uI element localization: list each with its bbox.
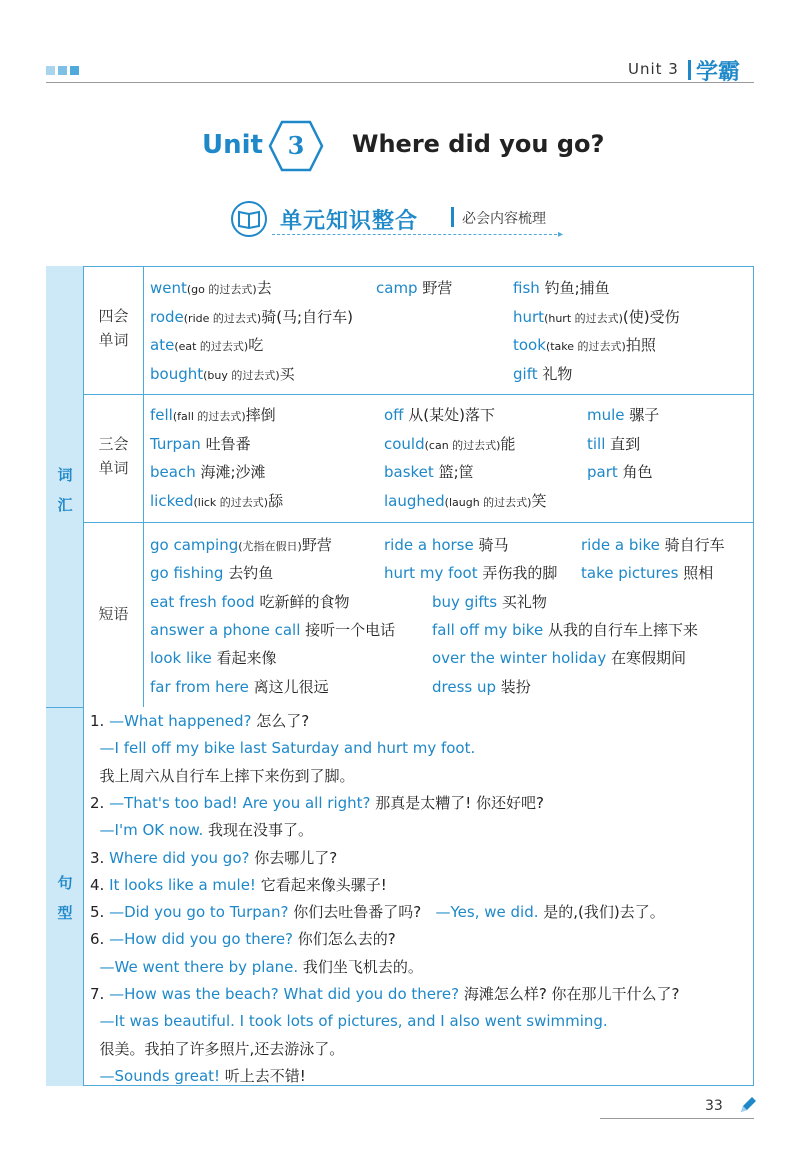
sentence-line [90,984,680,1004]
vocab-entry [587,405,659,425]
english-sentence: —Yes, we did. [435,903,539,922]
grammar-note: (hurt 的过去式) [544,311,623,325]
english-term: over the winter holiday [432,649,607,668]
english-term: dress up [432,677,497,696]
category-four-skill [84,266,144,394]
english-term: till [587,434,606,453]
vocab-entry [384,563,557,583]
chinese-meaning: 能 [500,434,516,453]
vocab-entry [432,592,547,612]
sentence-line [90,875,387,895]
item-number: 7. [90,985,110,1003]
chinese-meaning: 吃 [248,336,264,354]
english-term: fall off my bike [432,620,544,639]
grammar-note: (take 的过去式) [545,340,626,353]
sentence-line [90,766,355,786]
english-term: gift [513,364,538,383]
chinese-meaning: 篮;筐 [438,463,474,481]
chinese-meaning: 舔 [268,491,284,510]
chinese-meaning: 看起来像 [216,649,277,668]
english-term: hurt my foot [384,564,478,583]
chinese-meaning: 笑 [531,491,547,510]
chinese-meaning: 去钓鱼 [228,564,274,583]
vocab-entry [150,434,251,454]
category-phrases-label: 短语 [98,605,129,623]
grammar-note: (go 的过去式) [186,283,257,296]
vocab-entry [432,648,686,668]
english-sentence: —We went there by plane. [90,957,299,976]
grammar-note: (buy 的过去式) [203,368,280,382]
header-decoration [46,66,79,75]
row-divider [84,522,754,523]
grammar-note: (eat 的过去式) [174,340,249,353]
english-term: bought [150,364,204,383]
header-rule [46,82,754,83]
chinese-meaning: 吐鲁番 [205,434,251,453]
sentence-line [90,1066,306,1086]
vocab-side-label-2: 汇 [57,496,73,514]
category-four-line2: 单词 [98,331,129,349]
category-three-line1: 三会 [98,435,129,453]
chinese-translation: 它看起来像头骡子! [255,875,387,894]
category-phrases [84,522,144,707]
grammar-note: (lick 的过去式) [193,495,269,509]
item-number: 5. [90,903,110,922]
vocab-entry [432,620,698,640]
vocab-entry [150,364,295,386]
english-term: ride a horse [384,536,474,554]
english-term: went [150,279,187,297]
section-title: 单元知识整合 [280,209,419,234]
vocab-entry [150,535,332,557]
brand-logo: 学霸 [696,60,741,85]
vocab-entry [513,335,656,357]
english-term: look like [150,649,212,668]
chinese-meaning: 骑自行车 [664,536,725,554]
english-term: laughed [384,491,445,510]
english-term: took [513,336,546,354]
english-sentence: —What happened? [109,712,252,730]
chinese-meaning: 离这儿很远 [253,677,329,696]
book-icon [230,200,268,238]
page-number: 33 [705,1098,723,1114]
vocab-entry [150,307,353,329]
chinese-meaning: 角色 [622,463,653,481]
vocab-entry [150,620,395,640]
english-term: off [384,406,404,424]
chinese-meaning: 骑马 [478,536,509,554]
vocab-entry [432,677,531,697]
english-term: ride a bike [581,536,660,554]
chinese-meaning: 从我的自行车上摔下来 [547,620,698,639]
grammar-note: (fall 的过去式) [172,410,246,423]
chinese-meaning: 在寒假期间 [610,649,686,668]
english-sentence: —How did you go there? [109,930,294,949]
chinese-meaning: 买礼物 [501,592,547,611]
vocab-entry [150,677,329,697]
vocab-entry [150,405,276,427]
grammar-note: (ride 的过去式) [183,311,262,325]
header-divider [688,60,691,80]
footer-rule [600,1118,754,1119]
vocab-entry [150,335,263,357]
english-sentence: —That's too bad! Are you all right? [109,793,371,812]
chinese-translation: 你去哪儿了? [249,848,338,867]
english-term: beach [150,463,196,481]
item-number: 3. [90,848,110,867]
vocab-entry [384,434,515,456]
english-term: basket [384,463,434,481]
vocab-entry [587,434,640,454]
english-sentence: —It was beautiful. I took lots of pictures, and I also went swimming. [90,1012,608,1031]
sentence-line [90,902,665,922]
english-term: go fishing [150,564,224,583]
english-term: camp [376,279,418,297]
english-term: licked [150,491,194,510]
vocab-side-label-1: 词 [57,466,73,484]
item-number: 1. [90,712,110,730]
unit-label: Unit [202,130,263,160]
chinese-translation: 那真是太糟了! 你还好吧? [370,793,545,812]
vocab-entry [376,278,452,298]
unit-number: 3 [287,131,305,160]
english-term: fell [150,406,173,424]
chinese-translation: 海滩怎么样? 你在那儿干什么了? [459,985,680,1003]
vocab-entry [513,278,610,298]
english-term: could [384,434,425,453]
chinese-meaning: (使)受伤 [622,307,680,326]
chinese-meaning: 装扮 [500,677,531,696]
category-four-line1: 四会 [98,307,129,325]
chinese-meaning: 弄伤我的脚 [482,564,558,583]
chinese-meaning: 从(某处)落下 [408,406,496,424]
english-sentence: It looks like a mule! [109,875,256,894]
english-term: take pictures [581,564,679,583]
english-term: part [587,463,618,481]
header-unit: Unit 3 [628,60,679,78]
section-underline [272,234,562,235]
grammar-note: (尤指在假日) [238,540,302,553]
sentence-line [90,1011,608,1031]
sentence-line [90,957,423,977]
grammar-note: (can 的过去式) [424,438,501,452]
sentence-line [90,1039,344,1059]
english-term: go camping [150,536,239,554]
chinese-translation: 我上周六从自行车上摔下来伤到了脚。 [90,766,355,785]
vocab-entry [384,491,546,513]
chinese-translation: 我现在没事了。 [203,821,313,840]
vocab-entry [150,462,266,482]
english-sentence: Where did you go? [109,848,250,867]
section-divider [451,207,454,227]
vocab-entry [587,462,653,482]
sentence-line [90,711,309,731]
sentence-line [90,793,544,813]
chinese-meaning: 摔倒 [245,406,276,424]
english-term: fish [513,279,540,297]
chinese-meaning: 拍照 [625,336,656,354]
vocab-entry [150,491,283,513]
english-sentence: —Sounds great! [90,1066,221,1085]
chinese-meaning: 去 [256,279,272,297]
english-sentence: —How was the beach? What did you do there? [109,985,460,1003]
vocab-entry [150,648,277,668]
vocab-entry [384,405,495,425]
chinese-meaning: 海滩;沙滩 [200,463,266,481]
vocab-entry [581,535,725,555]
english-term: Turpan [150,434,201,453]
english-sentence: —I fell off my bike last Saturday and hurt my foot. [90,739,476,758]
chinese-translation: 你们去吐鲁番了吗? [288,903,436,922]
english-term: hurt [513,307,545,326]
chinese-meaning: 礼物 [542,364,573,383]
page-title: Where did you go? [352,130,605,158]
chinese-meaning: 照相 [683,564,714,583]
chinese-translation: 听上去不错! [220,1066,306,1085]
english-term: far from here [150,677,249,696]
chinese-meaning: 野营 [422,279,453,297]
chinese-meaning: 骡子 [629,406,660,424]
chinese-meaning: 野营 [301,536,332,554]
chinese-meaning: 直到 [610,434,641,453]
sentence-line [90,738,475,758]
item-number: 2. [90,793,110,812]
english-term: answer a phone call [150,620,301,639]
sentence-line [90,848,337,868]
vocab-entry [581,563,713,583]
chinese-translation: 怎么了? [251,712,310,730]
item-number: 6. [90,930,110,949]
vocab-entry [150,592,349,612]
category-three-skill [84,394,144,522]
chinese-meaning: 钓鱼;捕鱼 [544,279,610,297]
sentence-line [90,820,313,840]
sentence-line [90,929,396,949]
item-number: 4. [90,875,110,894]
grammar-note: (laugh 的过去式) [444,495,532,509]
vocab-entry [513,364,572,384]
english-sentence: —Did you go to Turpan? [109,903,289,922]
vocab-entry [384,462,474,482]
sentence-side-label-2: 型 [57,904,73,922]
chinese-meaning: 买 [279,364,295,383]
english-term: buy gifts [432,592,498,611]
arrow-right-icon: ▸ [558,229,564,240]
english-sentence: —I'm OK now. [90,821,204,840]
english-term: mule [587,406,625,424]
category-three-line2: 单词 [98,459,129,477]
vocab-entry [150,278,272,300]
row-divider [84,394,754,395]
chinese-translation: 很美。我拍了许多照片,还去游泳了。 [90,1039,345,1058]
sentence-side-label-1: 句 [57,874,73,892]
chinese-translation: 我们坐飞机去的。 [298,957,423,976]
chinese-meaning: 吃新鲜的食物 [259,592,350,611]
chinese-meaning: 骑(马;自行车) [261,307,353,326]
english-term: ate [150,336,175,354]
chinese-meaning: 接听一个电话 [305,620,396,639]
english-term: rode [150,307,184,326]
chinese-translation: 你们怎么去的? [293,930,396,949]
english-term: eat fresh food [150,592,255,611]
vocab-entry [384,535,509,555]
chinese-translation: 是的,(我们)去了。 [538,903,665,922]
vocab-entry [150,563,273,583]
pencil-icon [738,1095,758,1115]
section-subtitle: 必会内容梳理 [462,211,546,227]
vocab-entry [513,307,680,329]
